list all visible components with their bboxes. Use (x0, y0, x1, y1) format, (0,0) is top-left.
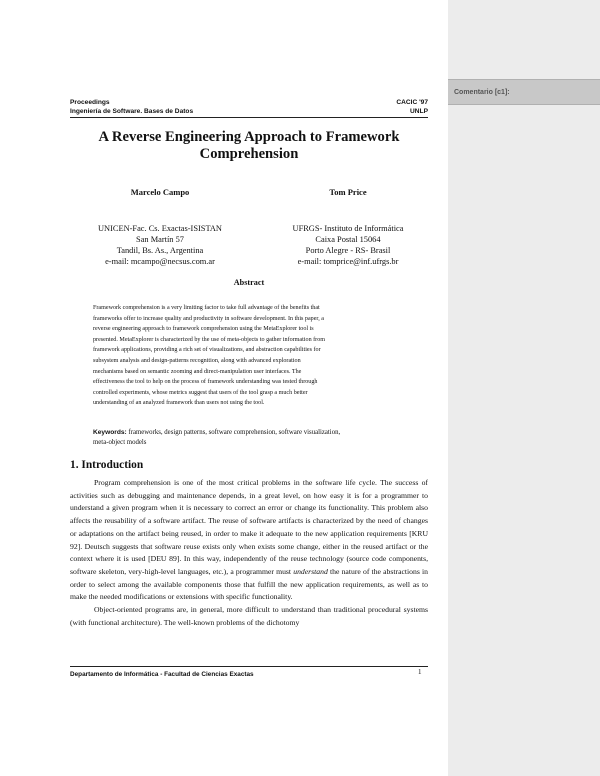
title-line-2: Comprehension (199, 146, 299, 162)
author-name: Marcelo Campo (130, 187, 190, 197)
comment-pane (448, 0, 600, 776)
track-label: Ingeniería de Software. Bases de Datos (70, 107, 194, 115)
running-header-right (360, 99, 428, 116)
author-address-line: San Martín 57 (136, 235, 184, 244)
abstract-line: framework applications, providing a rich set of visualizations, and abstraction capabilities for (93, 347, 321, 354)
author-block-1 (70, 187, 250, 267)
page-number: 1 (418, 668, 422, 676)
author-name: Tom Price (329, 187, 367, 197)
paragraph (70, 477, 428, 604)
footer-text: Departamento de Informática - Facultad de Ciencias Exactas (70, 671, 254, 678)
header-divider (70, 117, 428, 118)
comment-header[interactable]: Comentario [c1]: (448, 79, 600, 105)
abstract-line: understanding of an analyzed framework than users not using the tool. (93, 400, 265, 407)
paragraph-text: the nature of the abstractions in order to select among the available components those that fulfill the new application requirements, as well as to make the needed modifications or extensions with specific functionality. (70, 566, 429, 602)
abstract-line: Framework comprehension is a very limiting factor to take full advantage of the benefits that (93, 305, 320, 311)
author-email: e-mail: mcampo@necsus.com.ar (105, 257, 215, 266)
author-address-line: Tandil, Bs. As., Argentina (116, 246, 204, 255)
abstract-line: controlled experiments, whose metrics suggest that users of the tool grasp a much better (93, 389, 308, 396)
paragraph-text: Program comprehension is one of the most critical problems in the software life cycle. The success of activities such as debugging and maintenance depends, in a great level, on how easy it is for a programmer to understand a given program when it is necessary to correct an error or change its functionality. This problem also affects the reusability of a software artifact. The reuse of software artifacts is characterized by the need of changes or adaptations on the artifact being reused, in order to make it adequate to the new application requirements [KRU 92]. Deutsch suggests that software reuse exists only when exists some change, either in the reused artifact or the context where it is used [DEU 89]. In this way, independently of the reuse technology (source code components, software skeleton, very-high-level languages, etc.), a programmer must (70, 478, 428, 576)
abstract-line: mechanisms based on semantic zooming and direct-manipulation user interfaces. The (93, 368, 302, 375)
proceedings-label: Proceedings (70, 99, 110, 106)
author-address-line: Porto Alegre - RS- Brasil (305, 246, 391, 255)
paper-title (70, 129, 428, 163)
author-affiliation: UNICEN-Fac. Cs. Exactas-ISISTAN (97, 224, 222, 233)
emphasis: understand (293, 566, 328, 576)
abstract-line: subsystem analysis and design-patterns recognition, along with advanced exploration (93, 357, 301, 364)
abstract-heading: Abstract (233, 278, 265, 287)
keywords-label: Keywords: (93, 429, 127, 436)
keywords-text: frameworks, design patterns, software comprehension, software visualization, (126, 429, 341, 436)
keywords (93, 428, 404, 448)
abstract-line: effectiveness the tool to help on the process of framework understanding was tested through (93, 379, 318, 386)
conference-label: CACIC '97 (396, 99, 428, 106)
abstract-line: reverse engineering approach to framework comprehension using the MetaExplorer tool is (93, 326, 314, 333)
footer-divider (70, 666, 428, 667)
body-text (70, 477, 428, 629)
abstract-body (93, 303, 404, 409)
keywords-text-cont: meta-object models (93, 439, 147, 446)
author-affiliation: UFRGS- Instituto de Informática (292, 224, 404, 233)
author-email: e-mail: tomprice@inf.ufrgs.br (297, 257, 399, 266)
title-line-1: A Reverse Engineering Approach to Framework (98, 129, 400, 145)
abstract-line: frameworks offer to increase quality and productivity in software development. In this paper, a (93, 315, 324, 322)
author-address-line: Caixa Postal 15064 (315, 235, 381, 244)
author-block-2 (258, 187, 438, 267)
abstract-line: presented. MetaExplorer is characterized by the use of meta-objects to gather information from (93, 336, 325, 343)
section-heading: 1. Introduction (70, 459, 144, 471)
institution-label: UNLP (410, 107, 428, 115)
paragraph: Object-oriented programs are, in general, more difficult to understand than traditional procedural systems (with functional architecture). The well-known problems of the dichotomy (70, 605, 428, 627)
running-header-left (70, 99, 193, 116)
